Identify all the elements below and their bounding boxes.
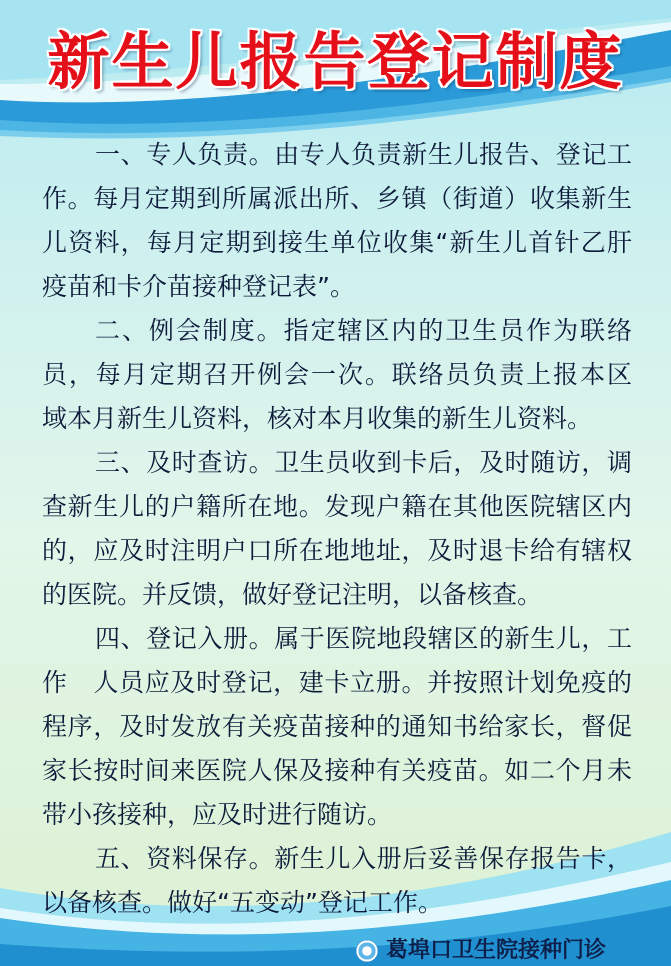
text-line: 二、例会制度。指定辖区内的卫生员作为联络 [95, 316, 632, 345]
text-line: 查新生儿的户籍所在地。发现户籍在其他医院辖区内 [42, 492, 632, 521]
organization-name: 葛埠口卫生院接种门诊 [386, 938, 607, 963]
text-line: 域本月新生儿资料，核对本月收集的新生儿资料。 [42, 404, 593, 433]
text-line: 带小孩接种，应及时进行随访。 [42, 800, 393, 829]
text-line: 以备核查。做好“五变动”登记工作。 [42, 888, 443, 917]
text-line: 的医院。并反馈，做好登记注明，以备核查。 [42, 580, 543, 609]
text-line: 四、登记入册。属于医院地段辖区的新生儿，工 [95, 624, 632, 653]
text-line: 儿资料，每月定期到接生单位收集“新生儿首针乙肝 [42, 228, 632, 257]
footer-signature [356, 938, 656, 964]
clinic-emblem-icon [356, 940, 378, 962]
poster-title: 新生儿报告登记制度 [47, 25, 624, 98]
text-line: 程序，及时发放有关疫苗接种的通知书给家长，督促 [42, 712, 632, 741]
paragraph-4 [42, 617, 632, 837]
text-line: 家长按时间来医院人保及接种有关疫苗。如二个月未 [42, 756, 632, 785]
text-line: 五、资料保存。新生儿入册后妥善保存报告卡， [95, 844, 632, 873]
text-line: 疫苗和卡介苗接种登记表”。 [42, 272, 355, 301]
text-line: 作 人员应及时登记，建卡立册。并按照计划免疫的 [42, 668, 632, 697]
text-line: 三、及时查访。卫生员收到卡后，及时随访，调 [95, 448, 632, 477]
paragraph-5 [42, 837, 632, 925]
regulation-text [42, 133, 632, 925]
text-line: 员，每月定期召开例会一次。联络员负责上报本区 [42, 360, 632, 389]
paragraph-2 [42, 309, 632, 441]
paragraph-3 [42, 441, 632, 617]
text-line: 一、专人负责。由专人负责新生儿报告、登记工 [95, 140, 632, 169]
paragraph-1 [42, 133, 632, 309]
text-line: 作。每月定期到所属派出所、乡镇（街道）收集新生 [42, 184, 632, 213]
text-line: 的，应及时注明户口所在地地址，及时退卡给有辖权 [42, 536, 632, 565]
